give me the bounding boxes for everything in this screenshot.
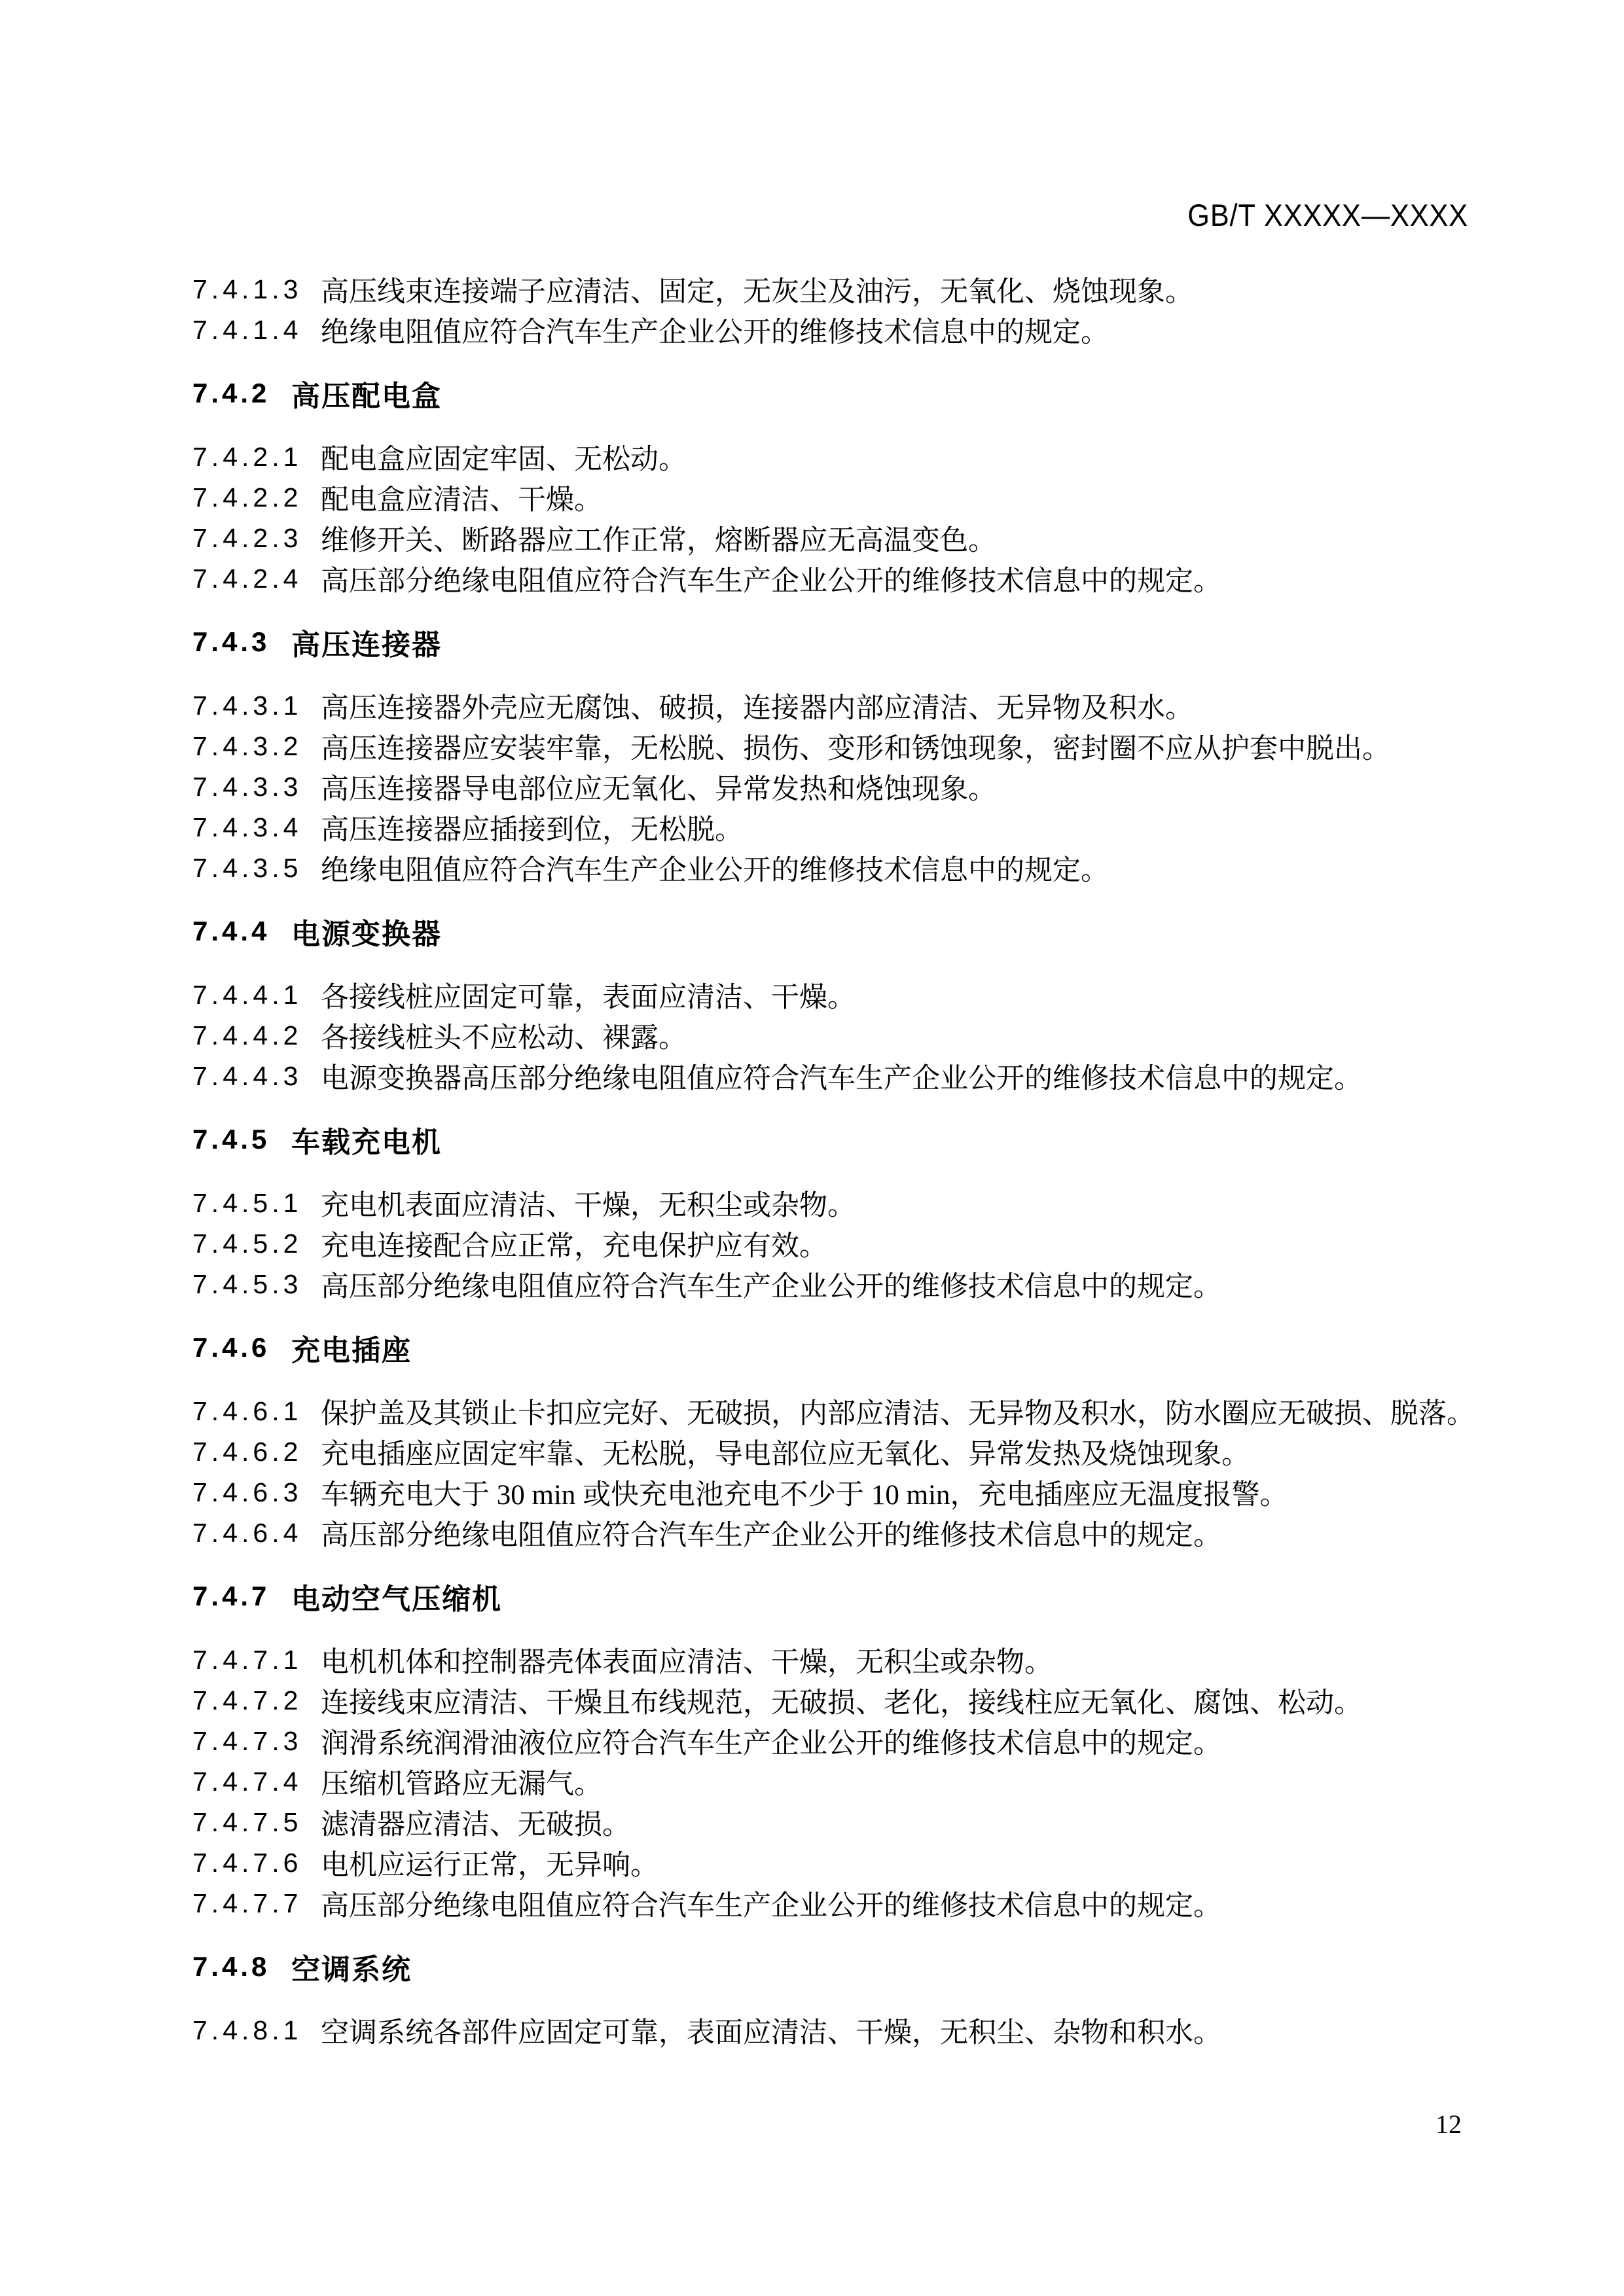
clause-line — [192, 310, 1493, 350]
clause-number: 7.4.7.6 — [192, 1847, 302, 1878]
clause-line — [192, 1640, 1493, 1680]
clause-number: 7.4.2.1 — [192, 441, 302, 472]
section-number: 7.4.6 — [192, 1332, 270, 1363]
clause-line — [192, 1183, 1493, 1223]
clause-text: 高压连接器应插接到位，无松脱。 — [321, 814, 743, 846]
clause-text: 充电连接配合应正常，充电保护应有效。 — [321, 1230, 827, 1262]
clause-number: 7.4.4.1 — [192, 979, 302, 1010]
clause-number: 7.4.7.7 — [192, 1888, 302, 1918]
section-title: 高压连接器 — [291, 629, 442, 661]
page-number: 12 — [1435, 2109, 1462, 2139]
clause-text: 充电插座应固定牢靠、无松脱，导电部位应无氧化、异常发热及烧蚀现象。 — [321, 1439, 1250, 1470]
clause-text: 高压连接器导电部位应无氧化、异常发热和烧蚀现象。 — [321, 774, 996, 805]
section-number: 7.4.7 — [192, 1581, 270, 1611]
section-title: 电源变换器 — [291, 918, 442, 950]
section-title: 电动空气压缩机 — [291, 1583, 502, 1615]
section-number: 7.4.4 — [192, 916, 270, 946]
clause-number: 7.4.1.3 — [192, 274, 302, 304]
clause-text: 高压连接器外壳应无腐蚀、破损，连接器内部应清洁、无异物及积水。 — [321, 692, 1193, 724]
clause-text: 维修开关、断路器应工作正常，熔断器应无高温变色。 — [321, 525, 996, 556]
section-heading — [192, 1327, 1493, 1368]
document-body — [192, 269, 1493, 2051]
clause-text: 高压部分绝缘电阻值应符合汽车生产企业公开的维修技术信息中的规定。 — [321, 1271, 1221, 1302]
clause-text: 滤清器应清洁、无破损。 — [321, 1809, 630, 1840]
section-title: 车载充电机 — [291, 1126, 442, 1158]
clause-line — [192, 1842, 1493, 1883]
clause-line — [192, 1056, 1493, 1096]
clause-number: 7.4.5.2 — [192, 1228, 302, 1259]
clause-text: 绝缘电阻值应符合汽车生产企业公开的维修技术信息中的规定。 — [321, 317, 1109, 348]
clause-number: 7.4.6.4 — [192, 1517, 302, 1548]
clause-number: 7.4.3.4 — [192, 812, 302, 842]
section-title: 空调系统 — [291, 1954, 412, 1986]
clause-line — [192, 807, 1493, 848]
section-heading — [192, 1946, 1493, 1987]
clause-number: 7.4.3.1 — [192, 690, 302, 721]
clause-text: 绝缘电阻值应符合汽车生产企业公开的维修技术信息中的规定。 — [321, 855, 1109, 886]
clause-line — [192, 1802, 1493, 1842]
clause-number: 7.4.4.3 — [192, 1060, 302, 1091]
clause-number: 7.4.6.2 — [192, 1436, 302, 1467]
clause-text: 电机应运行正常，无异响。 — [321, 1850, 659, 1881]
clause-text: 空调系统各部件应固定可靠，表面应清洁、干燥，无积尘、杂物和积水。 — [321, 2017, 1221, 2049]
section-number: 7.4.5 — [192, 1124, 270, 1155]
clause-text: 润滑系统润滑油液位应符合汽车生产企业公开的维修技术信息中的规定。 — [321, 1728, 1221, 1759]
clause-number: 7.4.6.3 — [192, 1477, 302, 1507]
section-number: 7.4.3 — [192, 626, 270, 657]
clause-number: 7.4.2.2 — [192, 482, 302, 512]
clause-text: 压缩机管路应无漏气。 — [321, 1768, 602, 1800]
clause-text: 电机机体和控制器壳体表面应清洁、干燥，无积尘或杂物。 — [321, 1647, 1053, 1678]
clause-number: 7.4.3.2 — [192, 730, 302, 761]
clause-text: 充电机表面应清洁、干燥，无积尘或杂物。 — [321, 1190, 856, 1221]
section-heading — [192, 1576, 1493, 1617]
clause-line — [192, 1391, 1493, 1431]
clause-number: 7.4.7.2 — [192, 1685, 302, 1715]
clause-text: 各接线桩头不应松动、裸露。 — [321, 1022, 687, 1054]
clause-number: 7.4.6.1 — [192, 1395, 302, 1426]
clause-number: 7.4.7.3 — [192, 1725, 302, 1756]
clause-text: 高压线束连接端子应清洁、固定，无灰尘及油污，无氧化、烧蚀现象。 — [321, 276, 1193, 308]
clause-line — [192, 1431, 1493, 1472]
clause-text: 各接线桩应固定可靠，表面应清洁、干燥。 — [321, 982, 856, 1013]
clause-line — [192, 1015, 1493, 1056]
clause-number: 7.4.7.5 — [192, 1806, 302, 1837]
clause-line — [192, 558, 1493, 599]
section-heading — [192, 622, 1493, 662]
clause-line — [192, 1883, 1493, 1924]
section-number: 7.4.8 — [192, 1951, 270, 1982]
clause-number: 7.4.2.4 — [192, 563, 302, 594]
clause-line — [192, 1761, 1493, 1802]
clause-number: 7.4.5.1 — [192, 1187, 302, 1218]
clause-line — [192, 1223, 1493, 1264]
clause-number: 7.4.3.5 — [192, 852, 302, 883]
section-heading — [192, 911, 1493, 952]
clause-text: 配电盒应固定牢固、无松动。 — [321, 444, 687, 475]
clause-text: 连接线束应清洁、干燥且布线规范，无破损、老化，接线柱应无氧化、腐蚀、松动。 — [321, 1687, 1362, 1719]
clause-line — [192, 766, 1493, 807]
section-title: 充电插座 — [291, 1335, 412, 1367]
clause-text: 车辆充电大于 30 min 或快充电池充电不少于 10 min，充电插座应无温度报警。 — [321, 1479, 1288, 1511]
section-heading — [192, 373, 1493, 414]
section-number: 7.4.2 — [192, 378, 270, 408]
clause-text: 高压部分绝缘电阻值应符合汽车生产企业公开的维修技术信息中的规定。 — [321, 1890, 1221, 1922]
clause-line — [192, 2010, 1493, 2051]
clause-line — [192, 848, 1493, 888]
clause-text: 配电盒应清洁、干燥。 — [321, 484, 602, 516]
clause-line — [192, 437, 1493, 477]
clause-line — [192, 477, 1493, 518]
clause-number: 7.4.5.3 — [192, 1268, 302, 1299]
clause-number: 7.4.4.2 — [192, 1020, 302, 1050]
standard-code-header: GB/T XXXXX—XXXX — [1187, 198, 1468, 232]
clause-text: 高压部分绝缘电阻值应符合汽车生产企业公开的维修技术信息中的规定。 — [321, 565, 1221, 597]
clause-line — [192, 269, 1493, 310]
clause-text: 高压连接器应安装牢靠，无松脱、损伤、变形和锈蚀现象，密封圈不应从护套中脱出。 — [321, 733, 1390, 764]
section-title: 高压配电盒 — [291, 380, 442, 412]
clause-number: 7.4.8.1 — [192, 2015, 302, 2045]
clause-number: 7.4.2.3 — [192, 522, 302, 553]
clause-line — [192, 685, 1493, 726]
clause-line — [192, 975, 1493, 1015]
clause-line — [192, 1680, 1493, 1721]
section-heading — [192, 1119, 1493, 1160]
clause-number: 7.4.7.4 — [192, 1766, 302, 1797]
clause-line — [192, 1721, 1493, 1761]
clause-line — [192, 1513, 1493, 1553]
clause-line — [192, 1472, 1493, 1513]
clause-number: 7.4.1.4 — [192, 314, 302, 345]
clause-text: 保护盖及其锁止卡扣应完好、无破损，内部应清洁、无异物及积水，防水圈应无破损、脱落。 — [321, 1398, 1475, 1429]
clause-number: 7.4.3.3 — [192, 771, 302, 802]
clause-number: 7.4.7.1 — [192, 1644, 302, 1675]
clause-line — [192, 1264, 1493, 1304]
clause-line — [192, 518, 1493, 558]
clause-line — [192, 726, 1493, 766]
clause-text: 电源变换器高压部分绝缘电阻值应符合汽车生产企业公开的维修技术信息中的规定。 — [321, 1063, 1362, 1094]
clause-text: 高压部分绝缘电阻值应符合汽车生产企业公开的维修技术信息中的规定。 — [321, 1520, 1221, 1551]
